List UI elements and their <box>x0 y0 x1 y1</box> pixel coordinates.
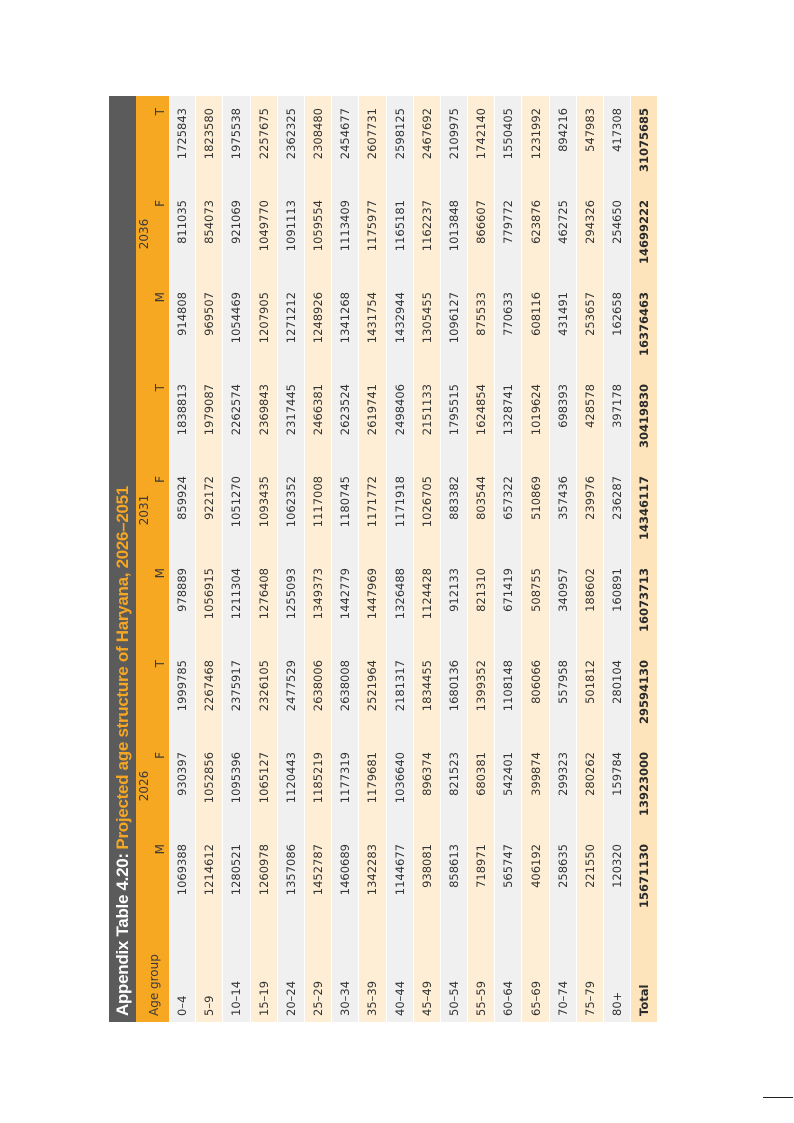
age-group-cell: 35–39 <box>359 924 386 1022</box>
value-cell: 1165181 <box>386 188 413 280</box>
value-cell: 2467692 <box>413 96 440 188</box>
value-cell: 821523 <box>440 740 467 832</box>
value-cell: 657322 <box>495 464 522 556</box>
value-cell: 258635 <box>549 832 576 924</box>
value-cell: 1357086 <box>277 832 304 924</box>
value-cell: 30419830 <box>631 372 658 464</box>
value-cell: 896374 <box>413 740 440 832</box>
value-cell: 859924 <box>169 464 196 556</box>
table-row <box>576 96 603 1022</box>
value-cell: 1725843 <box>169 96 196 188</box>
table-row <box>332 96 359 1022</box>
value-cell: 883382 <box>440 464 467 556</box>
value-cell: 1144677 <box>386 832 413 924</box>
value-cell: 1271212 <box>277 280 304 372</box>
title-row <box>109 96 136 1022</box>
value-cell: 399874 <box>522 740 549 832</box>
value-cell: 2598125 <box>386 96 413 188</box>
value-cell: 866607 <box>468 188 495 280</box>
value-cell: 188602 <box>576 556 603 648</box>
value-cell: 159784 <box>604 740 631 832</box>
value-cell: 680381 <box>468 740 495 832</box>
value-cell: 1036640 <box>386 740 413 832</box>
rotated-table-panel <box>109 96 652 1022</box>
value-cell: 542401 <box>495 740 522 832</box>
value-cell: 2607731 <box>359 96 386 188</box>
value-cell: 1211304 <box>223 556 250 648</box>
age-group-cell: Total <box>631 924 658 1022</box>
value-cell: 1179681 <box>359 740 386 832</box>
value-cell: 357436 <box>549 464 576 556</box>
value-cell: 1108148 <box>495 648 522 740</box>
value-cell: 1823580 <box>196 96 223 188</box>
value-cell: 31075685 <box>631 96 658 188</box>
value-cell: 547983 <box>576 96 603 188</box>
value-cell: 16376463 <box>631 280 658 372</box>
table-row <box>304 96 331 1022</box>
value-cell: 1175977 <box>359 188 386 280</box>
value-cell: 2466381 <box>304 372 331 464</box>
age-group-cell: 20–24 <box>277 924 304 1022</box>
value-cell: 557958 <box>549 648 576 740</box>
value-cell: 1095396 <box>223 740 250 832</box>
year-header-2031: 2031 <box>136 372 152 648</box>
age-group-cell: 45–49 <box>413 924 440 1022</box>
age-group-cell: 80+ <box>604 924 631 1022</box>
value-cell: 698393 <box>549 372 576 464</box>
value-cell: 1185219 <box>304 740 331 832</box>
value-cell: 1305455 <box>413 280 440 372</box>
value-cell: 1013848 <box>440 188 467 280</box>
value-cell: 340957 <box>549 556 576 648</box>
value-cell: 1255093 <box>277 556 304 648</box>
age-group-header: Age group <box>136 924 169 1022</box>
value-cell: 1349373 <box>304 556 331 648</box>
value-cell: 2308480 <box>304 96 331 188</box>
value-cell: 1326488 <box>386 556 413 648</box>
value-cell: 1248926 <box>304 280 331 372</box>
value-cell: 1680136 <box>440 648 467 740</box>
table-row <box>386 96 413 1022</box>
age-group-cell: 40–44 <box>386 924 413 1022</box>
value-cell: 14346117 <box>631 464 658 556</box>
value-cell: 2109975 <box>440 96 467 188</box>
col-header-total: T <box>152 648 169 740</box>
value-cell: 2623524 <box>332 372 359 464</box>
table-body <box>169 96 658 1022</box>
value-cell: 254650 <box>604 188 631 280</box>
age-group-cell: 10–14 <box>223 924 250 1022</box>
value-cell: 1180745 <box>332 464 359 556</box>
value-cell: 1795515 <box>440 372 467 464</box>
table-row <box>522 96 549 1022</box>
table-row <box>250 96 277 1022</box>
value-cell: 280104 <box>604 648 631 740</box>
value-cell: 2317445 <box>277 372 304 464</box>
value-cell: 299323 <box>549 740 576 832</box>
value-cell: 770633 <box>495 280 522 372</box>
col-header-male: M <box>152 832 169 924</box>
value-cell: 239976 <box>576 464 603 556</box>
year-header-row <box>136 96 152 1022</box>
value-cell: 1177319 <box>332 740 359 832</box>
value-cell: 160891 <box>604 556 631 648</box>
value-cell: 1214612 <box>196 832 223 924</box>
value-cell: 912133 <box>440 556 467 648</box>
value-cell: 1117008 <box>304 464 331 556</box>
value-cell: 1052856 <box>196 740 223 832</box>
value-cell: 1742140 <box>468 96 495 188</box>
value-cell: 2181317 <box>386 648 413 740</box>
value-cell: 1113409 <box>332 188 359 280</box>
value-cell: 253657 <box>576 280 603 372</box>
table-row <box>440 96 467 1022</box>
table-row <box>277 96 304 1022</box>
table-row <box>359 96 386 1022</box>
value-cell: 280262 <box>576 740 603 832</box>
value-cell: 718971 <box>468 832 495 924</box>
value-cell: 1207905 <box>250 280 277 372</box>
value-cell: 294326 <box>576 188 603 280</box>
value-cell: 236287 <box>604 464 631 556</box>
table-row <box>223 96 250 1022</box>
value-cell: 2262574 <box>223 372 250 464</box>
value-cell: 1999785 <box>169 648 196 740</box>
age-group-cell: 0–4 <box>169 924 196 1022</box>
age-structure-table <box>109 96 658 1022</box>
value-cell: 858613 <box>440 832 467 924</box>
value-cell: 508755 <box>522 556 549 648</box>
value-cell: 2638008 <box>332 648 359 740</box>
age-group-cell: 15–19 <box>250 924 277 1022</box>
age-group-cell: 55–59 <box>468 924 495 1022</box>
table-title <box>109 96 136 1022</box>
value-cell: 1838813 <box>169 372 196 464</box>
value-cell: 1171772 <box>359 464 386 556</box>
total-row <box>631 96 658 1022</box>
year-header-2026: 2026 <box>136 648 152 924</box>
value-cell: 565747 <box>495 832 522 924</box>
age-group-cell: 75–79 <box>576 924 603 1022</box>
value-cell: 16073713 <box>631 556 658 648</box>
value-cell: 1431754 <box>359 280 386 372</box>
col-header-female: F <box>152 464 169 556</box>
value-cell: 1062352 <box>277 464 304 556</box>
age-group-cell: 50–54 <box>440 924 467 1022</box>
value-cell: 623876 <box>522 188 549 280</box>
value-cell: 2454677 <box>332 96 359 188</box>
value-cell: 854073 <box>196 188 223 280</box>
table-row <box>413 96 440 1022</box>
value-cell: 162658 <box>604 280 631 372</box>
value-cell: 1026705 <box>413 464 440 556</box>
value-cell: 2619741 <box>359 372 386 464</box>
value-cell: 431491 <box>549 280 576 372</box>
value-cell: 1069388 <box>169 832 196 924</box>
value-cell: 1096127 <box>440 280 467 372</box>
age-group-cell: 5–9 <box>196 924 223 1022</box>
value-cell: 2477529 <box>277 648 304 740</box>
value-cell: 1059554 <box>304 188 331 280</box>
table-title-lead: Appendix Table 4.20: <box>112 853 132 1016</box>
value-cell: 1124428 <box>413 556 440 648</box>
sex-header-row <box>152 96 169 1022</box>
value-cell: 406192 <box>522 832 549 924</box>
value-cell: 1065127 <box>250 740 277 832</box>
value-cell: 1056915 <box>196 556 223 648</box>
value-cell: 1975538 <box>223 96 250 188</box>
value-cell: 1093435 <box>250 464 277 556</box>
col-header-total: T <box>152 96 169 188</box>
table-row <box>549 96 576 1022</box>
value-cell: 2151133 <box>413 372 440 464</box>
value-cell: 2257675 <box>250 96 277 188</box>
value-cell: 2521964 <box>359 648 386 740</box>
value-cell: 922172 <box>196 464 223 556</box>
value-cell: 1091113 <box>277 188 304 280</box>
col-header-female: F <box>152 740 169 832</box>
table-row <box>468 96 495 1022</box>
page-rule <box>763 1097 793 1098</box>
value-cell: 1054469 <box>223 280 250 372</box>
value-cell: 914808 <box>169 280 196 372</box>
value-cell: 2267468 <box>196 648 223 740</box>
value-cell: 2326105 <box>250 648 277 740</box>
value-cell: 938081 <box>413 832 440 924</box>
value-cell: 221550 <box>576 832 603 924</box>
value-cell: 894216 <box>549 96 576 188</box>
value-cell: 1979087 <box>196 372 223 464</box>
value-cell: 803544 <box>468 464 495 556</box>
value-cell: 1120443 <box>277 740 304 832</box>
age-group-cell: 65–69 <box>522 924 549 1022</box>
value-cell: 2369843 <box>250 372 277 464</box>
value-cell: 462725 <box>549 188 576 280</box>
value-cell: 29594130 <box>631 648 658 740</box>
value-cell: 1452787 <box>304 832 331 924</box>
value-cell: 120320 <box>604 832 631 924</box>
value-cell: 1051270 <box>223 464 250 556</box>
table-row <box>495 96 522 1022</box>
age-group-cell: 60–64 <box>495 924 522 1022</box>
value-cell: 14699222 <box>631 188 658 280</box>
value-cell: 806066 <box>522 648 549 740</box>
value-cell: 1550405 <box>495 96 522 188</box>
value-cell: 875533 <box>468 280 495 372</box>
table-row <box>196 96 223 1022</box>
value-cell: 1049770 <box>250 188 277 280</box>
value-cell: 1432944 <box>386 280 413 372</box>
table-title-rest: Projected age structure of Haryana, 2026–2051 <box>112 486 132 850</box>
age-group-cell: 25–29 <box>304 924 331 1022</box>
year-header-2036: 2036 <box>136 96 152 372</box>
value-cell: 1260978 <box>250 832 277 924</box>
col-header-male: M <box>152 556 169 648</box>
value-cell: 1342283 <box>359 832 386 924</box>
value-cell: 821310 <box>468 556 495 648</box>
col-header-male: M <box>152 280 169 372</box>
value-cell: 1447969 <box>359 556 386 648</box>
value-cell: 2638006 <box>304 648 331 740</box>
value-cell: 2498406 <box>386 372 413 464</box>
value-cell: 397178 <box>604 372 631 464</box>
value-cell: 969507 <box>196 280 223 372</box>
value-cell: 1162237 <box>413 188 440 280</box>
value-cell: 510869 <box>522 464 549 556</box>
value-cell: 1624854 <box>468 372 495 464</box>
value-cell: 671419 <box>495 556 522 648</box>
value-cell: 15671130 <box>631 832 658 924</box>
value-cell: 2362325 <box>277 96 304 188</box>
value-cell: 1442779 <box>332 556 359 648</box>
value-cell: 811035 <box>169 188 196 280</box>
value-cell: 608116 <box>522 280 549 372</box>
value-cell: 1280521 <box>223 832 250 924</box>
col-header-female: F <box>152 188 169 280</box>
value-cell: 1231992 <box>522 96 549 188</box>
value-cell: 1399352 <box>468 648 495 740</box>
value-cell: 1834455 <box>413 648 440 740</box>
value-cell: 13923000 <box>631 740 658 832</box>
value-cell: 417308 <box>604 96 631 188</box>
value-cell: 930397 <box>169 740 196 832</box>
table-row <box>169 96 196 1022</box>
value-cell: 1460689 <box>332 832 359 924</box>
value-cell: 1171918 <box>386 464 413 556</box>
age-group-cell: 30–34 <box>332 924 359 1022</box>
col-header-total: T <box>152 372 169 464</box>
table-row <box>604 96 631 1022</box>
value-cell: 779772 <box>495 188 522 280</box>
value-cell: 978889 <box>169 556 196 648</box>
value-cell: 1019624 <box>522 372 549 464</box>
value-cell: 2375917 <box>223 648 250 740</box>
value-cell: 428578 <box>576 372 603 464</box>
value-cell: 1276408 <box>250 556 277 648</box>
value-cell: 1341268 <box>332 280 359 372</box>
value-cell: 1328741 <box>495 372 522 464</box>
age-group-cell: 70–74 <box>549 924 576 1022</box>
value-cell: 921069 <box>223 188 250 280</box>
value-cell: 501812 <box>576 648 603 740</box>
